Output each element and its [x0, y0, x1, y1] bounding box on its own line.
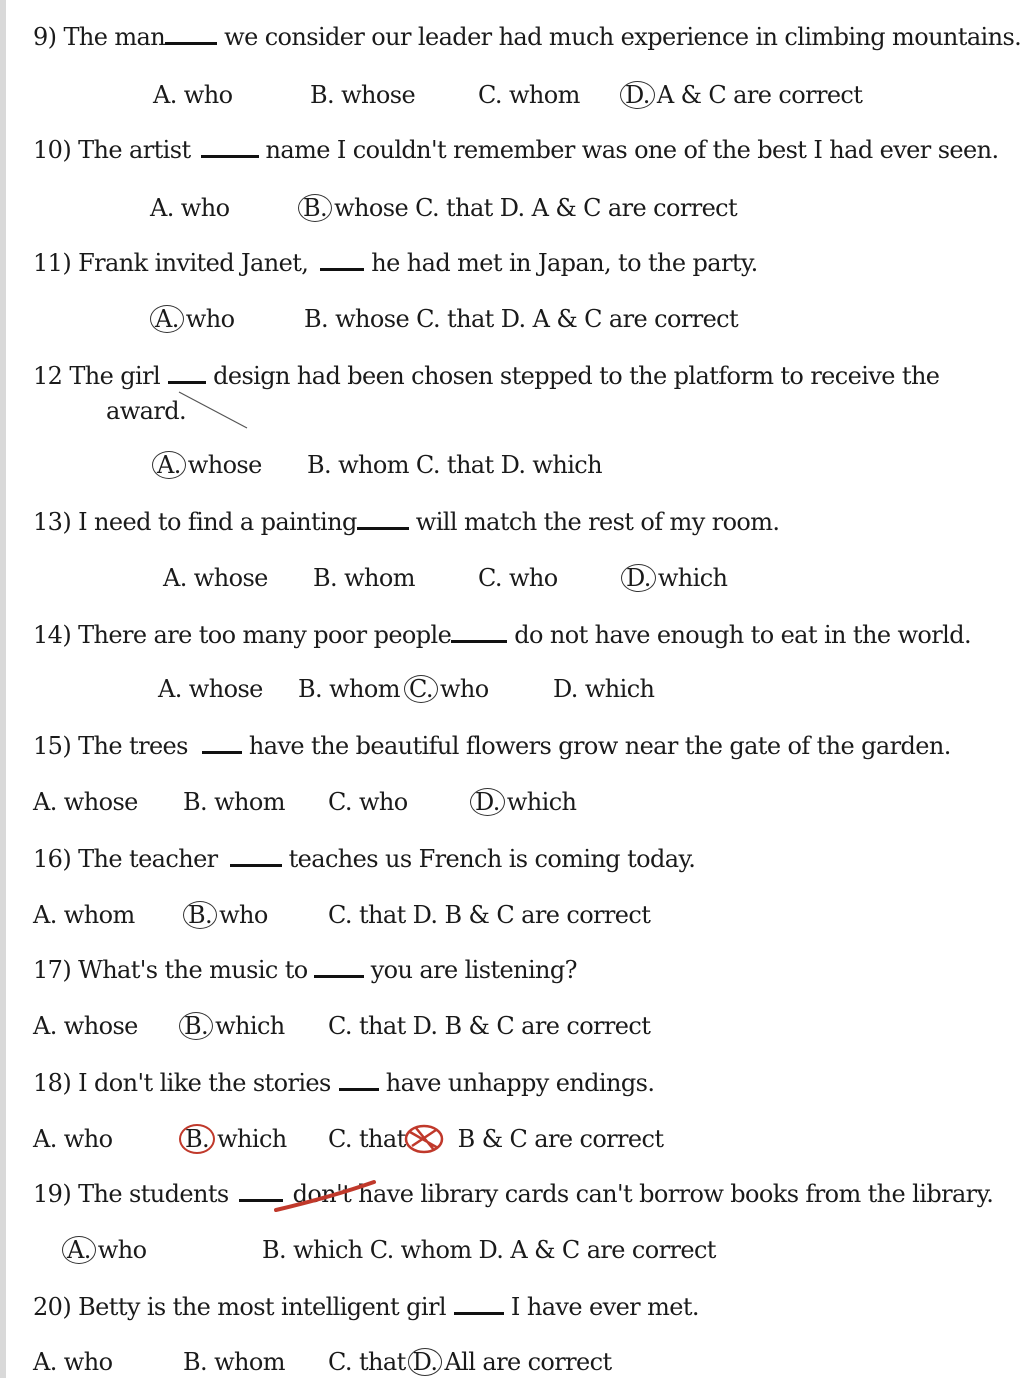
question-12 — [33, 361, 939, 391]
circled-answer-b: B. — [298, 194, 332, 222]
option-b: B. whom — [183, 788, 285, 816]
answer-blank — [230, 844, 282, 867]
options-9 — [153, 80, 232, 110]
option-c: C. whom — [478, 81, 580, 109]
question-13 — [33, 507, 779, 537]
option-d: D. which — [553, 675, 655, 703]
question-text: 13) I need to find a painting — [33, 508, 357, 536]
option-b: B. whom — [298, 675, 400, 703]
answer-blank — [168, 361, 206, 384]
question-text: 12 The girl — [33, 362, 161, 390]
question-text: we consider our leader had much experience in climbing mountains. — [217, 23, 1022, 51]
option-d-text: A & C are correct — [656, 81, 863, 109]
option-b: B. whom — [313, 564, 415, 592]
options-rest: C. that D. B & C are correct — [328, 901, 651, 929]
option-d-text: All are correct — [444, 1348, 612, 1376]
option-d-text: which — [506, 788, 577, 816]
option-b: B. whose — [310, 81, 416, 109]
question-text: 9) The man — [33, 23, 166, 51]
question-text: name I couldn't remember was one of the best I had ever seen. — [258, 136, 999, 164]
question-text: I have ever met. — [503, 1293, 699, 1321]
answer-blank — [202, 731, 242, 754]
answer-blank — [314, 955, 364, 978]
circled-answer-a: A. — [150, 305, 184, 333]
answer-blank — [339, 1068, 379, 1091]
circled-answer-a: A. — [152, 451, 186, 479]
option-a: A. whose — [33, 1012, 138, 1040]
options-rest: B. whose C. that D. A & C are correct — [304, 305, 739, 333]
red-scribble-mark — [402, 1122, 448, 1156]
answer-blank — [454, 1292, 504, 1315]
option-c: C. that — [328, 1348, 406, 1376]
option-a-text: whose — [187, 451, 262, 479]
answer-blank — [201, 135, 259, 158]
question-17 — [33, 955, 577, 985]
option-a: A. who — [153, 81, 233, 109]
circled-answer-d: D. — [620, 81, 655, 109]
question-text: do not have enough to eat in the world. — [507, 621, 971, 649]
option-c: C. who — [328, 788, 408, 816]
struck-word: don't — [292, 1180, 352, 1208]
option-b-text: which — [215, 1012, 285, 1040]
question-text: have library cards can't borrow books from the library. — [351, 1180, 994, 1208]
question-text: design had been chosen stepped to the platform to receive the — [206, 362, 940, 390]
option-a: A. whom — [33, 901, 135, 929]
question-10 — [33, 135, 999, 165]
question-19 — [33, 1179, 993, 1209]
question-text: he had met in Japan, to the party. — [364, 249, 758, 277]
question-text: 19) The students — [33, 1180, 229, 1208]
question-18 — [33, 1068, 654, 1098]
page-edge — [0, 0, 6, 1378]
question-text: have the beautiful flowers grow near the gate of the garden. — [241, 732, 951, 760]
question-text: 17) What's the music to — [33, 956, 308, 984]
circled-answer-d: D. — [408, 1348, 443, 1376]
option-c: C. that — [328, 1125, 406, 1153]
option-b-text: who — [219, 901, 268, 929]
options-rest: whose C. that D. A & C are correct — [334, 194, 738, 222]
option-c: C. who — [478, 564, 558, 592]
options-rest: B. which C. whom D. A & C are correct — [262, 1236, 716, 1264]
circled-answer-b: B. — [179, 1012, 213, 1040]
question-text: have unhappy endings. — [378, 1069, 655, 1097]
question-text: will match the rest of my room. — [408, 508, 780, 536]
option-a-text: who — [97, 1236, 147, 1264]
red-strike-mark — [270, 1176, 380, 1216]
question-text: 11) Frank invited Janet, — [33, 249, 309, 277]
option-a: A. whose — [163, 564, 268, 592]
circled-answer-b: B. — [179, 1124, 215, 1154]
question-text-continued: award. — [106, 397, 187, 425]
option-a: A. whose — [158, 675, 263, 703]
circled-answer-a: A. — [62, 1236, 96, 1264]
answer-blank — [357, 507, 409, 530]
question-text: 20) Betty is the most intelligent girl — [33, 1293, 446, 1321]
options-rest: B. whom C. that D. which — [307, 451, 602, 479]
option-a: A. who — [33, 1348, 113, 1376]
option-a: A. whose — [33, 788, 138, 816]
options-rest: C. that D. B & C are correct — [328, 1012, 651, 1040]
question-text: you are listening? — [363, 956, 577, 984]
question-11 — [33, 248, 758, 278]
answer-blank — [320, 248, 364, 271]
question-20 — [33, 1292, 699, 1322]
option-d-text: which — [657, 564, 728, 592]
option-a: A. who — [150, 194, 230, 222]
question-text: 16) The teacher — [33, 845, 218, 873]
pen-stroke-mark — [175, 388, 255, 436]
question-text: 15) The trees — [33, 732, 188, 760]
circled-answer-b: B. — [183, 901, 217, 929]
circled-answer-d: D. — [470, 788, 505, 816]
question-text: 14) There are too many poor people — [33, 621, 452, 649]
question-text: teaches us French is coming today. — [281, 845, 696, 873]
question-14 — [33, 620, 971, 650]
answer-blank — [165, 22, 217, 45]
option-c-text: who — [439, 675, 489, 703]
answer-blank — [451, 620, 507, 643]
option-d-text: B & C are correct — [457, 1125, 664, 1153]
question-16 — [33, 844, 695, 874]
question-9 — [33, 22, 1021, 52]
question-text: 10) The artist — [33, 136, 191, 164]
circled-answer-c: C. — [404, 675, 438, 703]
option-a-text: who — [185, 305, 235, 333]
option-b-text: which — [217, 1125, 287, 1153]
question-text: 18) I don't like the stories — [33, 1069, 331, 1097]
circled-answer-d: D. — [621, 564, 656, 592]
question-15 — [33, 731, 951, 761]
option-a: A. who — [33, 1125, 113, 1153]
option-b: B. whom — [183, 1348, 285, 1376]
